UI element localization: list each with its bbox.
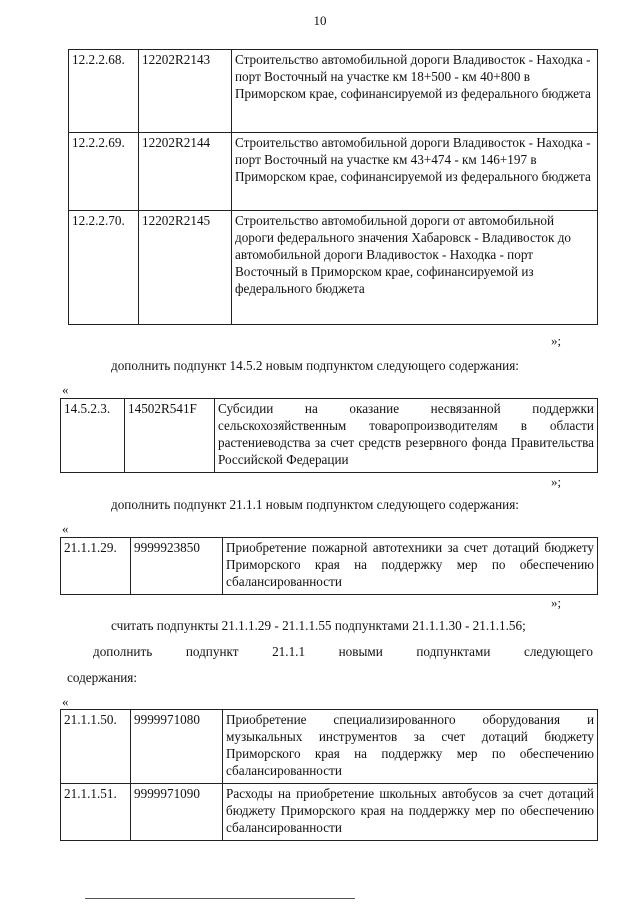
item-number: 21.1.1.50. xyxy=(61,710,131,784)
closing-quote: »; xyxy=(551,474,562,489)
table-row xyxy=(61,784,598,841)
budget-code: 9999971090 xyxy=(131,784,223,841)
closing-quote: »; xyxy=(551,595,562,610)
budget-codes-table-3 xyxy=(60,537,598,595)
page-number: 10 xyxy=(313,13,327,28)
item-description: Приобретение пожарной автотехники за счет дотаций бюджету Приморского края на поддержку мер по обеспечению сбалансированности xyxy=(223,538,598,595)
word: следующего xyxy=(524,644,593,659)
budget-code: 9999971080 xyxy=(131,710,223,784)
opening-quote: « xyxy=(62,382,69,397)
item-number: 21.1.1.29. xyxy=(61,538,131,595)
paragraph-add-subitems xyxy=(93,644,593,660)
paragraph-add-subitems-line-2: содержания: xyxy=(67,670,138,685)
item-description: Строительство автомобильной дороги Владивосток - Находка - порт Восточный на участке км 43+474 - км 146+197 в Приморском крае, софинансируемой из федерального бюджета xyxy=(232,133,598,211)
budget-code: 12202R2143 xyxy=(139,50,232,133)
item-number: 14.5.2.3. xyxy=(61,399,125,473)
budget-code: 12202R2145 xyxy=(139,211,232,325)
item-number: 12.2.2.70. xyxy=(69,211,139,325)
footer-divider xyxy=(85,898,355,899)
paragraph-amend-21-1-1: дополнить подпункт 21.1.1 новым подпунктом следующего содержания: xyxy=(111,497,519,512)
item-description: Приобретение специализированного оборудования и музыкальных инструментов за счет дотаций бюджету Приморского края на поддержку мер по обеспечению сбалансированности xyxy=(223,710,598,784)
word: дополнить xyxy=(93,644,153,659)
table-row xyxy=(61,538,598,595)
opening-quote: « xyxy=(62,694,69,709)
table-row xyxy=(69,133,598,211)
paragraph-renumber: считать подпункты 21.1.1.29 - 21.1.1.55 подпунктами 21.1.1.30 - 21.1.1.56; xyxy=(111,618,526,633)
item-description: Расходы на приобретение школьных автобусов за счет дотаций бюджету Приморского края на поддержку мер по обеспечению сбалансированности xyxy=(223,784,598,841)
item-number: 12.2.2.69. xyxy=(69,133,139,211)
word: 21.1.1 xyxy=(272,644,306,659)
item-number: 12.2.2.68. xyxy=(69,50,139,133)
item-description: Строительство автомобильной дороги Владивосток - Находка - порт Восточный на участке км 18+500 - км 40+800 в Приморском крае, софинансируемой из федерального бюджета xyxy=(232,50,598,133)
item-description: Строительство автомобильной дороги от автомобильной дороги федерального значения Хабаровск - Владивосток до автомобильной дороги Владивосток - Находка - порт Восточный в Приморском крае, софинансируемой из федерального бюджета xyxy=(232,211,598,325)
table-row xyxy=(61,710,598,784)
word: подпункт xyxy=(185,644,239,659)
budget-codes-table-1 xyxy=(68,49,598,325)
item-description: Субсидии на оказание несвязанной поддержки сельскохозяйственным товаропроизводителям в области растениеводства за счет средств резервного фонда Правительства Российской Федерации xyxy=(215,399,598,473)
word: новыми xyxy=(338,644,383,659)
budget-codes-table-4 xyxy=(60,709,598,841)
table-row xyxy=(69,50,598,133)
closing-quote: »; xyxy=(551,333,562,348)
budget-code: 14502R541F xyxy=(125,399,215,473)
budget-code: 12202R2144 xyxy=(139,133,232,211)
budget-codes-table-2 xyxy=(60,398,598,473)
opening-quote: « xyxy=(62,521,69,536)
table-row xyxy=(61,399,598,473)
word: подпунктами xyxy=(416,644,491,659)
table-row xyxy=(69,211,598,325)
item-number: 21.1.1.51. xyxy=(61,784,131,841)
paragraph-amend-14-5-2: дополнить подпункт 14.5.2 новым подпунктом следующего содержания: xyxy=(111,358,519,373)
budget-code: 9999923850 xyxy=(131,538,223,595)
